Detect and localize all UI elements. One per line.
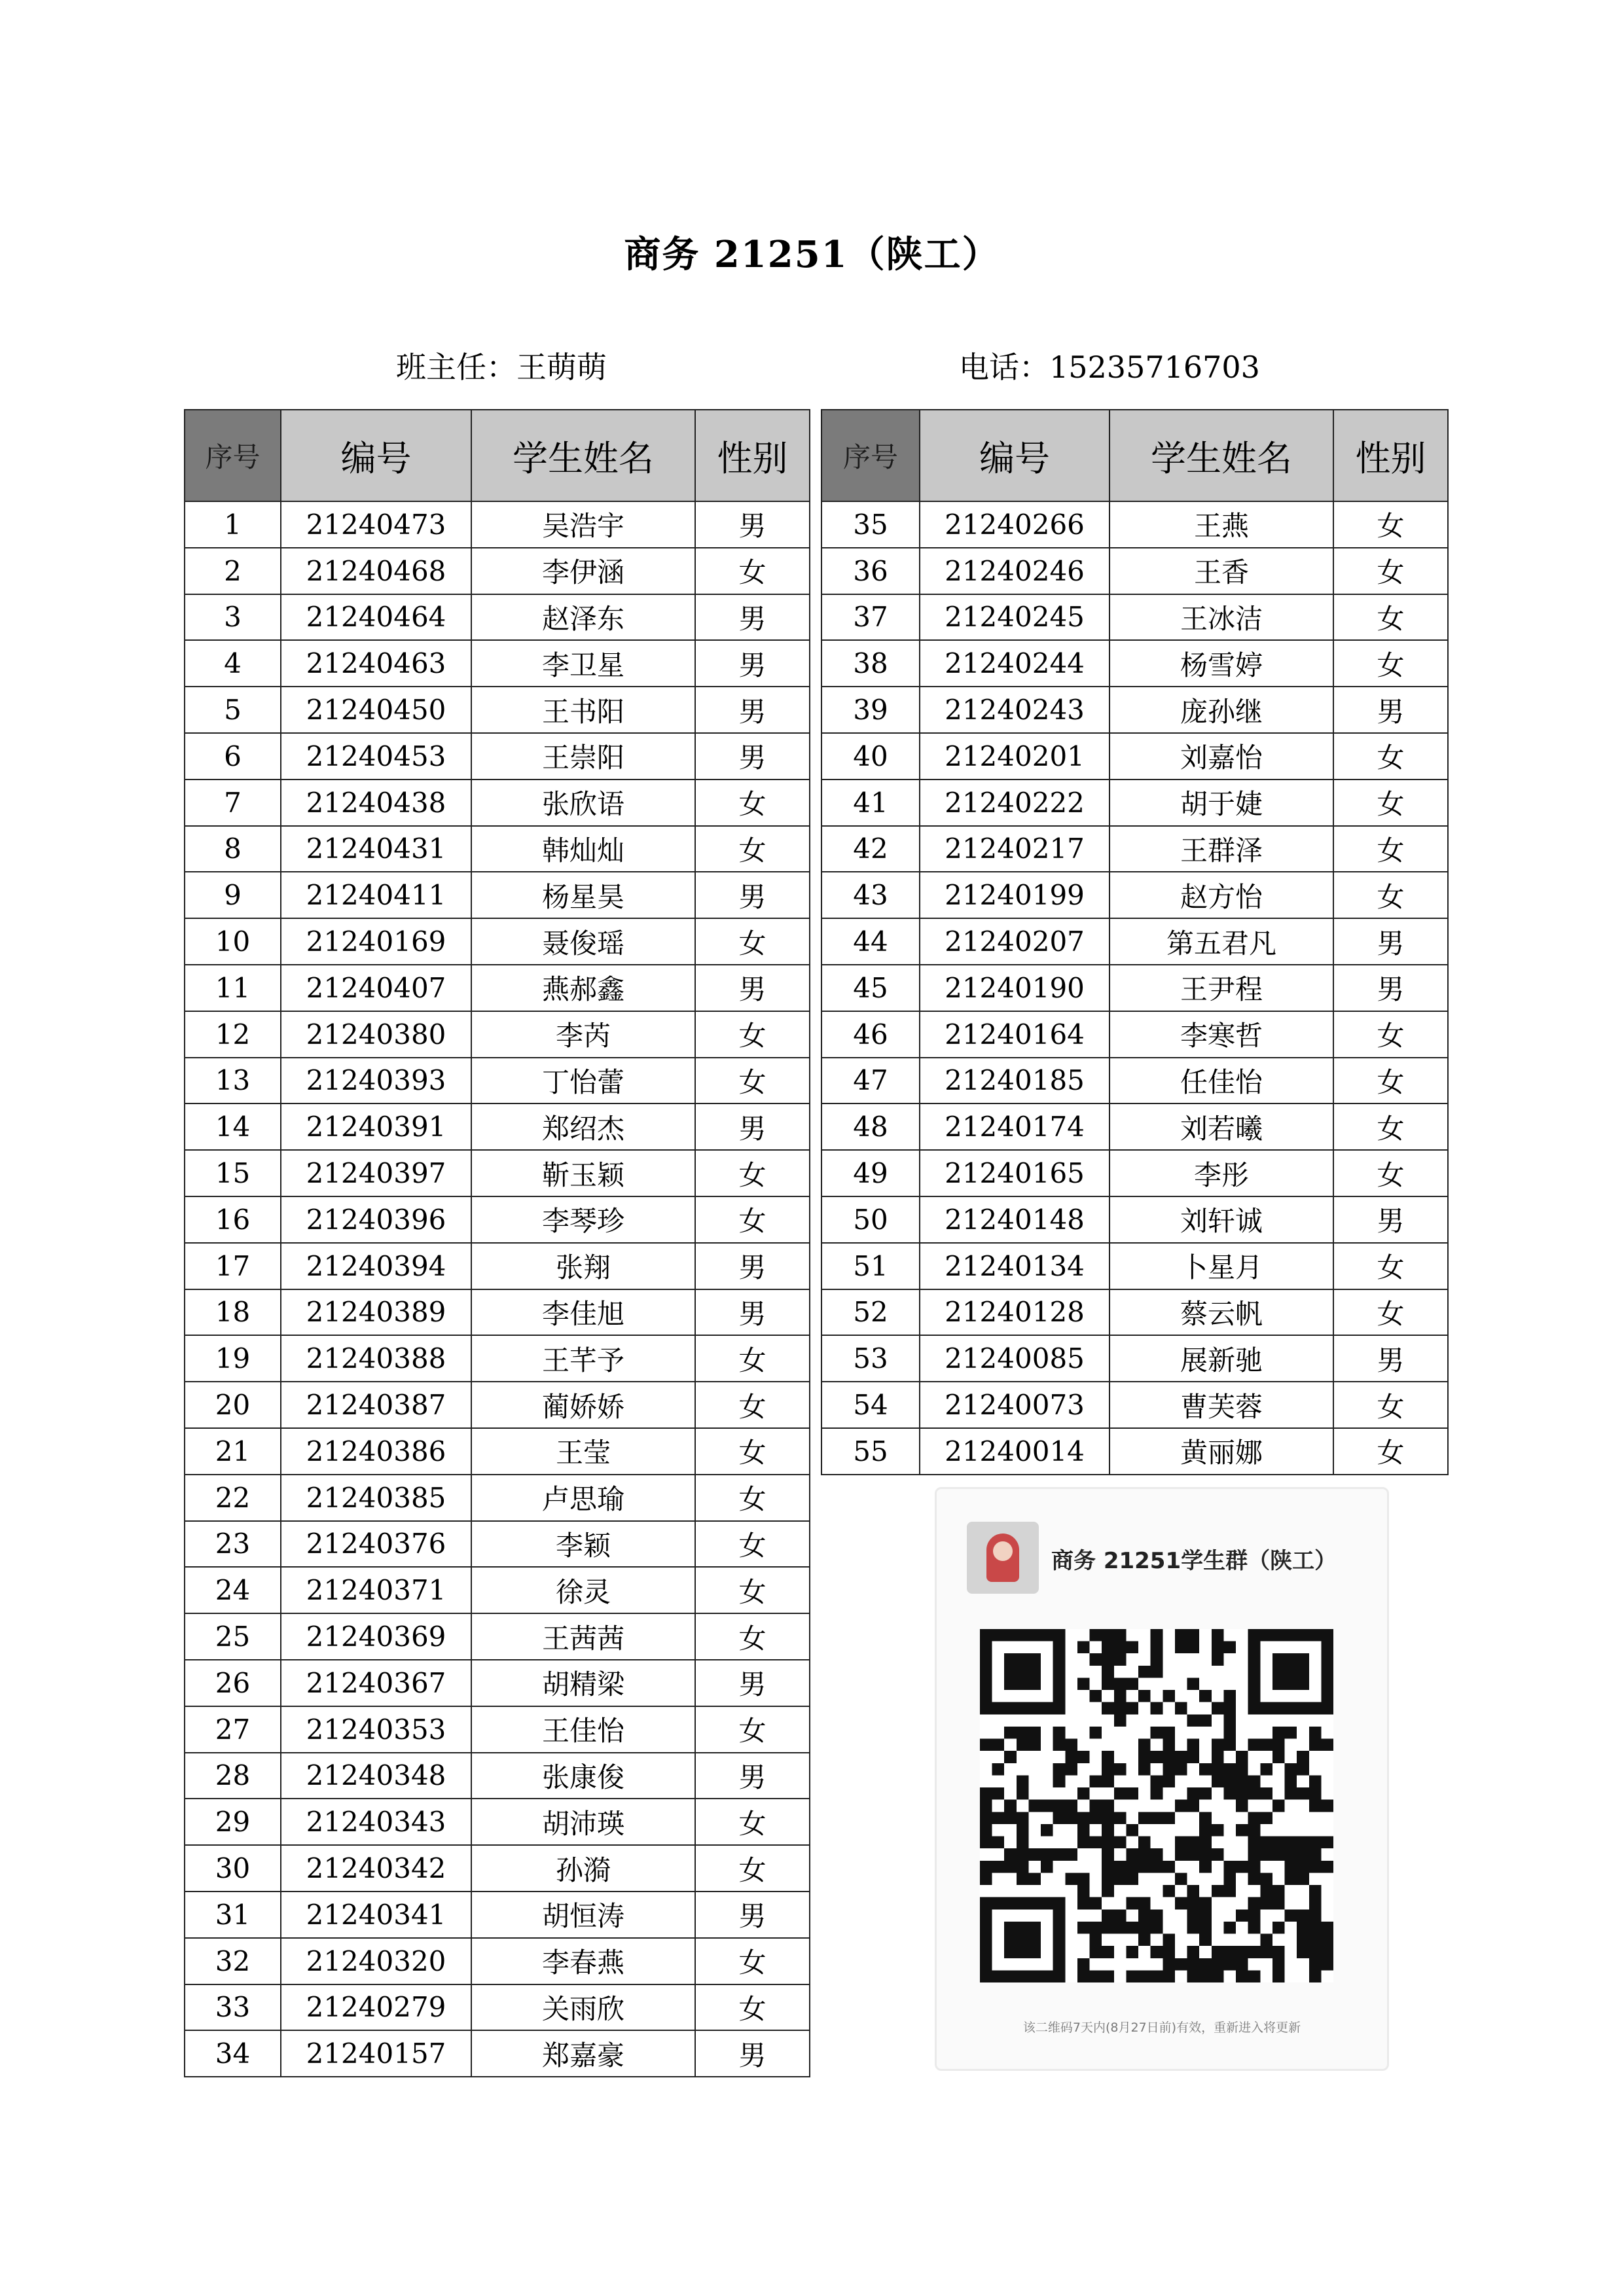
cell-id: 21240380 [281,1011,471,1058]
cell-gender: 女 [1333,1382,1448,1428]
cell-id: 21240245 [920,594,1110,641]
cell-gender: 女 [695,1845,810,1892]
cell-name: 王群泽 [1110,826,1333,872]
cell-gender: 女 [695,1567,810,1613]
cell-id: 21240157 [281,2030,471,2077]
cell-id: 21240164 [920,1011,1110,1058]
cell-name: 孙漪 [471,1845,695,1892]
cell-seq: 33 [185,1984,281,2031]
cell-name: 张欣语 [471,780,695,826]
cell-name: 蔺娇娇 [471,1382,695,1428]
table-row [185,1799,810,1845]
table-row [185,1938,810,1984]
cell-gender: 女 [1333,780,1448,826]
cell-name: 展新驰 [1110,1335,1333,1382]
cell-seq: 13 [185,1058,281,1104]
table-row [185,1289,810,1336]
cell-name: 李彤 [1110,1150,1333,1196]
cell-name: 吴浩宇 [471,501,695,548]
cell-seq: 24 [185,1567,281,1613]
cell-gender: 男 [695,640,810,687]
homeroom-teacher: 班主任：王萌萌 [396,350,607,385]
cell-name: 刘嘉怡 [1110,733,1333,780]
cell-gender: 男 [695,965,810,1011]
cell-name: 王莹 [471,1428,695,1475]
cell-gender: 男 [1333,918,1448,965]
table-row [185,872,810,918]
table-row [185,1196,810,1243]
cell-gender: 女 [695,1475,810,1521]
table-row [821,1196,1448,1243]
cell-id: 21240385 [281,1475,471,1521]
cell-id: 21240148 [920,1196,1110,1243]
cell-seq: 11 [185,965,281,1011]
cell-seq: 21 [185,1428,281,1475]
table-row [821,918,1448,965]
table-row [185,594,810,641]
table-row [185,1103,810,1150]
cell-name: 王尹程 [1110,965,1333,1011]
cell-name: 聂俊瑶 [471,918,695,965]
cell-seq: 20 [185,1382,281,1428]
cell-name: 黄丽娜 [1110,1428,1333,1475]
table-row [185,1613,810,1660]
cell-name: 赵泽东 [471,594,695,641]
cell-id: 21240246 [920,548,1110,594]
cell-seq: 3 [185,594,281,641]
cell-id: 21240014 [920,1428,1110,1475]
avatar-image-icon [967,1522,1039,1594]
cell-seq: 53 [821,1335,920,1382]
qr-group-name: 商务 21251学生群（陕工） [1051,1548,1337,1574]
cell-name: 韩灿灿 [471,826,695,872]
cell-id: 21240397 [281,1150,471,1196]
cell-seq: 34 [185,2030,281,2077]
cell-gender: 女 [1333,1289,1448,1336]
cell-name: 李颖 [471,1521,695,1568]
table-row [185,1428,810,1475]
cell-gender: 女 [1333,733,1448,780]
table-row [821,780,1448,826]
cell-name: 胡恒涛 [471,1892,695,1938]
table-row [185,548,810,594]
table-row [185,918,810,965]
table-header-row [185,410,810,501]
cell-gender: 男 [695,733,810,780]
cell-id: 21240389 [281,1289,471,1336]
cell-name: 赵方怡 [1110,872,1333,918]
cell-name: 蔡云帆 [1110,1289,1333,1336]
cell-name: 王崇阳 [471,733,695,780]
cell-id: 21240199 [920,872,1110,918]
cell-id: 21240376 [281,1521,471,1568]
cell-gender: 女 [695,1150,810,1196]
table-row [185,780,810,826]
cell-id: 21240222 [920,780,1110,826]
table-row [185,640,810,687]
cell-gender: 女 [1333,640,1448,687]
cell-name: 卢思瑜 [471,1475,695,1521]
cell-id: 21240386 [281,1428,471,1475]
cell-name: 郑嘉豪 [471,2030,695,2077]
cell-id: 21240464 [281,594,471,641]
cell-id: 21240369 [281,1613,471,1660]
student-table-left [184,409,810,2077]
cell-seq: 47 [821,1058,920,1104]
table-row [185,733,810,780]
cell-name: 靳玉颖 [471,1150,695,1196]
cell-seq: 15 [185,1150,281,1196]
table-row [821,1011,1448,1058]
cell-name: 胡沛瑛 [471,1799,695,1845]
cell-name: 王佳怡 [471,1706,695,1753]
cell-id: 21240411 [281,872,471,918]
cell-seq: 51 [821,1243,920,1289]
table-row [821,1289,1448,1336]
table-row [185,1243,810,1289]
cell-seq: 32 [185,1938,281,1984]
cell-seq: 1 [185,501,281,548]
cell-gender: 男 [1333,1335,1448,1382]
table-row [185,1753,810,1799]
qr-code-image-icon [980,1629,1333,1982]
cell-name: 王冰洁 [1110,594,1333,641]
cell-gender: 男 [695,1892,810,1938]
table-row [185,965,810,1011]
cell-id: 21240438 [281,780,471,826]
cell-name: 胡精梁 [471,1660,695,1706]
cell-seq: 52 [821,1289,920,1336]
page-title: 商务 21251（陕工） [624,233,1000,276]
cell-gender: 女 [1333,1150,1448,1196]
table-row [821,1335,1448,1382]
table-row [821,1382,1448,1428]
table-row [185,1567,810,1613]
student-rows-left [185,501,810,2077]
cell-name: 李卫星 [471,640,695,687]
cell-id: 21240348 [281,1753,471,1799]
cell-name: 王茜茜 [471,1613,695,1660]
cell-gender: 女 [1333,501,1448,548]
student-table-right [821,409,1449,1475]
cell-gender: 男 [695,501,810,548]
cell-id: 21240243 [920,687,1110,733]
cell-gender: 男 [1333,687,1448,733]
cell-id: 21240463 [281,640,471,687]
table-row [185,1892,810,1938]
cell-id: 21240128 [920,1289,1110,1336]
cell-gender: 女 [695,918,810,965]
cell-name: 刘若曦 [1110,1103,1333,1150]
cell-seq: 26 [185,1660,281,1706]
cell-seq: 39 [821,687,920,733]
cell-gender: 女 [695,1938,810,1984]
cell-seq: 2 [185,548,281,594]
cell-id: 21240185 [920,1058,1110,1104]
cell-name: 胡于婕 [1110,780,1333,826]
cell-seq: 9 [185,872,281,918]
cell-seq: 29 [185,1799,281,1845]
table-row [821,733,1448,780]
cell-seq: 19 [185,1335,281,1382]
cell-id: 21240207 [920,918,1110,965]
cell-id: 21240266 [920,501,1110,548]
cell-gender: 女 [695,1799,810,1845]
cell-name: 王书阳 [471,687,695,733]
cell-gender: 女 [695,1706,810,1753]
cell-gender: 女 [695,1058,810,1104]
table-row [821,826,1448,872]
cell-seq: 10 [185,918,281,965]
table-row [821,1058,1448,1104]
cell-id: 21240244 [920,640,1110,687]
table-row [185,2030,810,2077]
cell-name: 张康俊 [471,1753,695,1799]
table-row [821,501,1448,548]
cell-gender: 女 [695,1521,810,1568]
cell-gender: 男 [695,1660,810,1706]
table-row [185,1706,810,1753]
cell-seq: 5 [185,687,281,733]
cell-gender: 女 [1333,1103,1448,1150]
cell-seq: 54 [821,1382,920,1428]
table-row [821,548,1448,594]
header-gender: 性别 [1333,410,1448,501]
cell-id: 21240169 [281,918,471,965]
cell-seq: 40 [821,733,920,780]
table-row [821,872,1448,918]
cell-id: 21240073 [920,1382,1110,1428]
cell-seq: 38 [821,640,920,687]
cell-gender: 男 [695,594,810,641]
cell-seq: 27 [185,1706,281,1753]
cell-seq: 55 [821,1428,920,1475]
header-name: 学生姓名 [1110,410,1333,501]
cell-gender: 女 [1333,594,1448,641]
table-row [821,1428,1448,1475]
cell-id: 21240085 [920,1335,1110,1382]
cell-gender: 女 [1333,548,1448,594]
cell-gender: 女 [695,548,810,594]
cell-seq: 46 [821,1011,920,1058]
cell-gender: 女 [695,1382,810,1428]
cell-seq: 31 [185,1892,281,1938]
cell-id: 21240450 [281,687,471,733]
cell-gender: 女 [695,780,810,826]
cell-seq: 4 [185,640,281,687]
table-row [185,1382,810,1428]
table-row [821,965,1448,1011]
cell-seq: 18 [185,1289,281,1336]
cell-seq: 49 [821,1150,920,1196]
header-id: 编号 [281,410,471,501]
cell-name: 李伊涵 [471,548,695,594]
table-row [185,1984,810,2031]
cell-id: 21240473 [281,501,471,548]
cell-name: 李春燕 [471,1938,695,1984]
cell-id: 21240396 [281,1196,471,1243]
header-id: 编号 [920,410,1110,501]
table-row [821,640,1448,687]
cell-seq: 44 [821,918,920,965]
cell-seq: 17 [185,1243,281,1289]
cell-seq: 48 [821,1103,920,1150]
cell-gender: 女 [1333,1243,1448,1289]
cell-gender: 女 [695,1984,810,2031]
cell-seq: 23 [185,1521,281,1568]
cell-id: 21240217 [920,826,1110,872]
cell-gender: 男 [695,1753,810,1799]
cell-name: 李寒哲 [1110,1011,1333,1058]
qr-validity-note: 该二维码7天内(8月27日前)有效，重新进入将更新 [1022,2020,1301,2035]
cell-seq: 36 [821,548,920,594]
cell-name: 任佳怡 [1110,1058,1333,1104]
table-row [185,1011,810,1058]
cell-id: 21240388 [281,1335,471,1382]
cell-name: 卜星月 [1110,1243,1333,1289]
table-row [185,826,810,872]
cell-name: 王燕 [1110,501,1333,548]
cell-name: 刘轩诚 [1110,1196,1333,1243]
cell-seq: 12 [185,1011,281,1058]
cell-gender: 女 [695,1335,810,1382]
group-qr-card [935,1487,1389,2071]
cell-name: 徐灵 [471,1567,695,1613]
cell-seq: 28 [185,1753,281,1799]
cell-gender: 男 [1333,965,1448,1011]
cell-id: 21240453 [281,733,471,780]
cell-id: 21240134 [920,1243,1110,1289]
table-row [185,501,810,548]
header-seq: 序号 [821,410,920,501]
cell-seq: 22 [185,1475,281,1521]
cell-id: 21240391 [281,1103,471,1150]
table-row [185,1521,810,1568]
cell-seq: 6 [185,733,281,780]
cell-id: 21240371 [281,1567,471,1613]
table-row [821,687,1448,733]
cell-id: 21240342 [281,1845,471,1892]
cell-name: 郑绍杰 [471,1103,695,1150]
cell-gender: 女 [695,1011,810,1058]
cell-gender: 女 [1333,872,1448,918]
cell-name: 王芊予 [471,1335,695,1382]
cell-id: 21240190 [920,965,1110,1011]
cell-seq: 14 [185,1103,281,1150]
cell-seq: 8 [185,826,281,872]
header-name: 学生姓名 [471,410,695,501]
cell-name: 第五君凡 [1110,918,1333,965]
cell-name: 李芮 [471,1011,695,1058]
contact-phone: 电话：15235716703 [959,350,1260,385]
cell-id: 21240367 [281,1660,471,1706]
cell-gender: 女 [695,1196,810,1243]
cell-gender: 女 [1333,1428,1448,1475]
cell-gender: 女 [695,1428,810,1475]
cell-seq: 35 [821,501,920,548]
cell-gender: 男 [695,687,810,733]
header-gender: 性别 [695,410,810,501]
cell-id: 21240468 [281,548,471,594]
table-row [185,1058,810,1104]
table-header-row [821,410,1448,501]
cell-seq: 30 [185,1845,281,1892]
cell-name: 杨星昊 [471,872,695,918]
cell-name: 王香 [1110,548,1333,594]
cell-id: 21240341 [281,1892,471,1938]
table-row [185,1660,810,1706]
table-row [821,1150,1448,1196]
header-seq: 序号 [185,410,281,501]
cell-gender: 男 [695,1243,810,1289]
cell-gender: 女 [1333,1058,1448,1104]
cell-gender: 男 [695,2030,810,2077]
table-row [185,1475,810,1521]
cell-id: 21240387 [281,1382,471,1428]
cell-gender: 男 [1333,1196,1448,1243]
table-row [821,1103,1448,1150]
cell-id: 21240353 [281,1706,471,1753]
table-row [185,1845,810,1892]
cell-seq: 25 [185,1613,281,1660]
cell-gender: 男 [695,1289,810,1336]
cell-seq: 37 [821,594,920,641]
table-row [821,594,1448,641]
cell-seq: 16 [185,1196,281,1243]
cell-seq: 43 [821,872,920,918]
cell-id: 21240394 [281,1243,471,1289]
cell-id: 21240174 [920,1103,1110,1150]
student-rows-right [821,501,1448,1475]
cell-name: 杨雪婷 [1110,640,1333,687]
cell-seq: 7 [185,780,281,826]
cell-gender: 男 [695,1103,810,1150]
cell-name: 燕郝鑫 [471,965,695,1011]
table-row [821,1243,1448,1289]
cell-gender: 女 [1333,1011,1448,1058]
cell-gender: 女 [695,826,810,872]
cell-seq: 41 [821,780,920,826]
cell-id: 21240343 [281,1799,471,1845]
cell-id: 21240393 [281,1058,471,1104]
table-row [185,1150,810,1196]
cell-name: 曹芙蓉 [1110,1382,1333,1428]
cell-id: 21240407 [281,965,471,1011]
cell-name: 庞孙继 [1110,687,1333,733]
cell-name: 李佳旭 [471,1289,695,1336]
cell-id: 21240320 [281,1938,471,1984]
cell-id: 21240431 [281,826,471,872]
cell-id: 21240165 [920,1150,1110,1196]
cell-gender: 女 [1333,826,1448,872]
cell-name: 张翔 [471,1243,695,1289]
cell-gender: 女 [695,1613,810,1660]
cell-id: 21240279 [281,1984,471,2031]
cell-name: 丁怡蕾 [471,1058,695,1104]
cell-gender: 男 [695,872,810,918]
cell-seq: 42 [821,826,920,872]
table-row [185,687,810,733]
table-row [185,1335,810,1382]
cell-name: 关雨欣 [471,1984,695,2031]
cell-seq: 50 [821,1196,920,1243]
cell-name: 李琴珍 [471,1196,695,1243]
cell-id: 21240201 [920,733,1110,780]
cell-seq: 45 [821,965,920,1011]
